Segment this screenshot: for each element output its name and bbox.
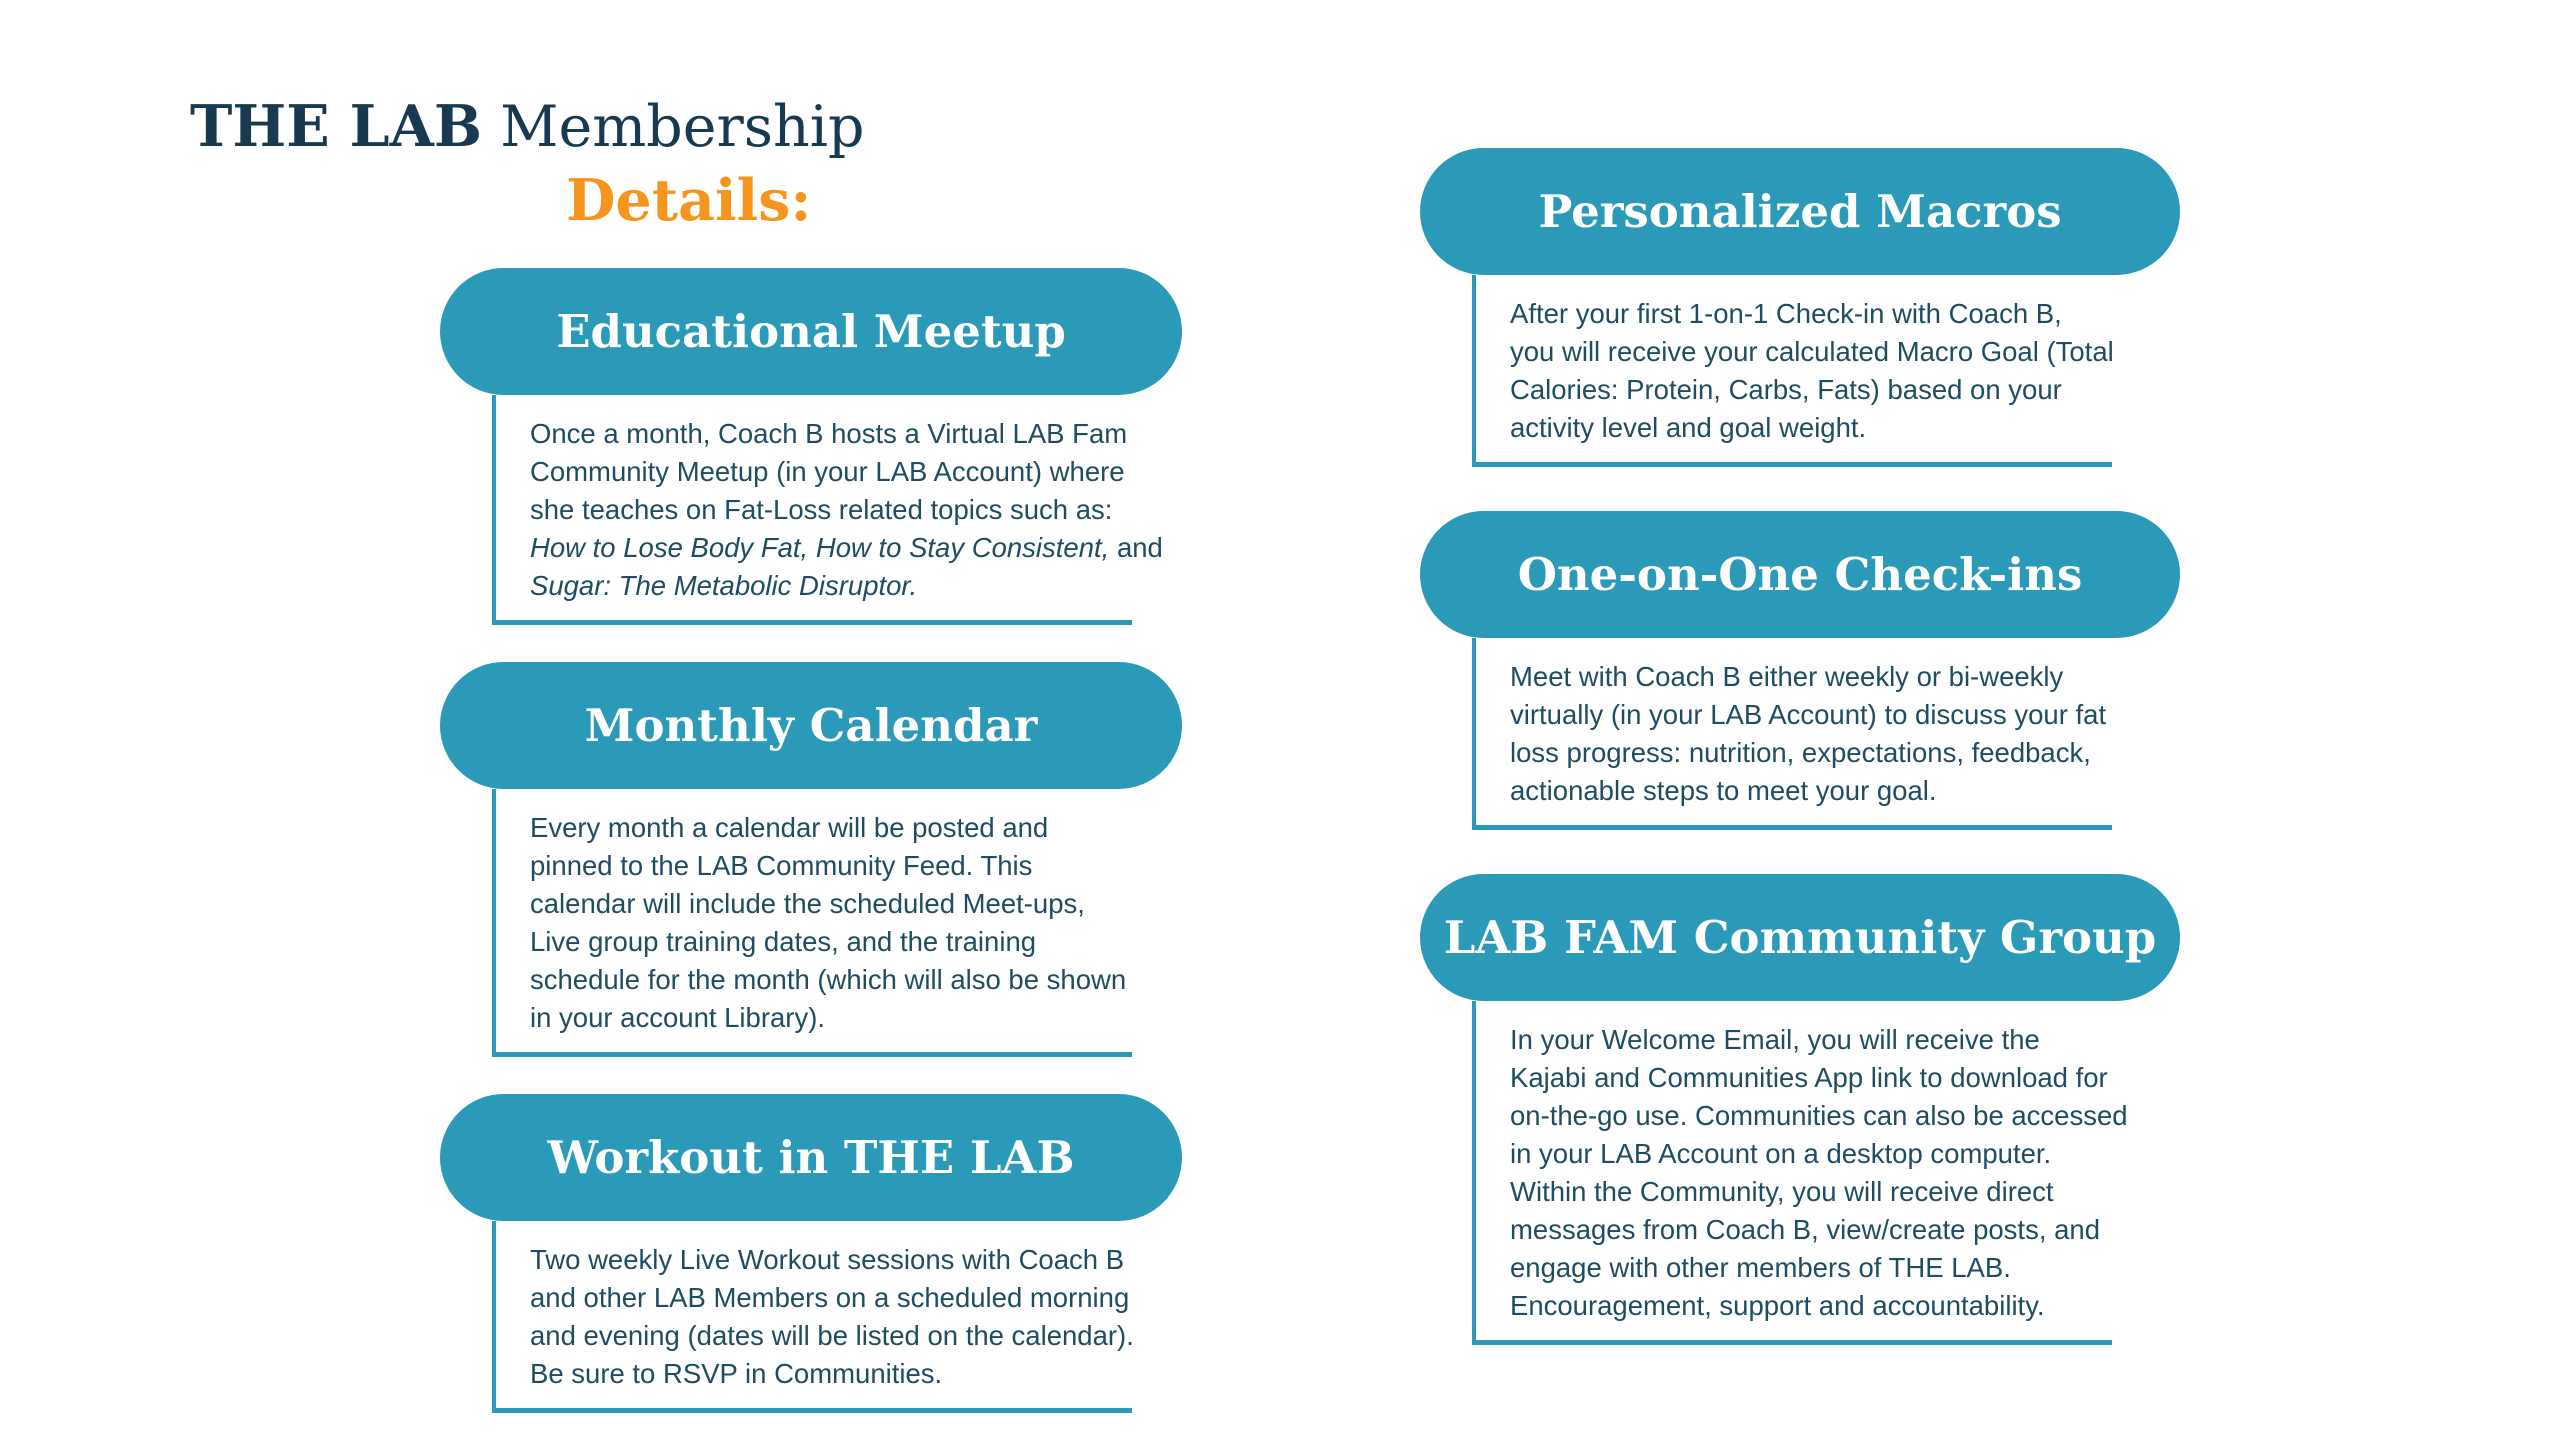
right-column (1420, 148, 2180, 1345)
section-body (1472, 275, 2112, 467)
section-card (440, 1094, 1182, 1413)
section-body-line: you will receive your calculated Macro Goal (Total (1510, 336, 2114, 367)
section-card (1420, 511, 2180, 830)
section-body-line: Meet with Coach B either weekly or bi-weekly (1510, 661, 2064, 692)
section-card (440, 268, 1182, 625)
left-column (440, 268, 1182, 1413)
section-body-line: Once a month, Coach B hosts a Virtual LAB Fam (530, 418, 1128, 449)
section-body-line: Live group training dates, and the training (530, 926, 1037, 957)
section-body-line: Within the Community, you will receive direct (1510, 1176, 2054, 1207)
section-body-line: Be sure to RSVP in Communities. (530, 1358, 943, 1389)
section-heading-pill: Workout in THE LAB (440, 1094, 1182, 1221)
section-body-line: in your LAB Account on a desktop computer. (1510, 1138, 2052, 1169)
section-body-line: Sugar: The Metabolic Disruptor. (530, 570, 918, 601)
section-body-line: Calories: Protein, Carbs, Fats) based on your (1510, 374, 2062, 405)
section-body (1472, 638, 2112, 830)
section-body (1472, 1001, 2128, 1345)
section-heading-pill: Monthly Calendar (440, 662, 1182, 789)
section-heading-pill: Educational Meetup (440, 268, 1182, 395)
section-body-line: she teaches on Fat-Loss related topics such as: (530, 494, 1113, 525)
page-title (190, 92, 864, 162)
section-card (440, 662, 1182, 1057)
section-body-line: How to Lose Body Fat, How to Stay Consistent, and (530, 532, 1163, 563)
section-heading-pill: Personalized Macros (1420, 148, 2180, 275)
section-body-line: In your Welcome Email, you will receive the (1510, 1024, 2040, 1055)
section-body-line: loss progress: nutrition, expectations, feedback, (1510, 737, 2091, 768)
section-body-line: virtually (in your LAB Account) to discuss your fat (1510, 699, 2107, 730)
section-heading-pill: LAB FAM Community Group (1420, 874, 2180, 1001)
section-body (492, 789, 1132, 1057)
section-card (1420, 148, 2180, 467)
section-body-line: schedule for the month (which will also be shown (530, 964, 1127, 995)
section-card (1420, 874, 2180, 1345)
section-body-line: actionable steps to meet your goal. (1510, 775, 1937, 806)
section-body-line: activity level and goal weight. (1510, 412, 1867, 443)
page-title-rest: Membership (482, 94, 865, 160)
section-body-line: and evening (dates will be listed on the calendar). (530, 1320, 1134, 1351)
section-body-line: on-the-go use. Communities can also be accessed (1510, 1100, 2128, 1131)
section-body-line: pinned to the LAB Community Feed. This (530, 850, 1033, 881)
section-body-line: calendar will include the scheduled Meet-ups, (530, 888, 1085, 919)
section-body-line: Two weekly Live Workout sessions with Coach B (530, 1244, 1125, 1275)
section-body-line: in your account Library). (530, 1002, 825, 1033)
section-body-line: messages from Coach B, view/create posts, and (1510, 1214, 2100, 1245)
section-body-line: engage with other members of THE LAB. (1510, 1252, 2011, 1283)
page-subtitle: Details: (566, 167, 812, 234)
page-title-brand: THE LAB (190, 93, 483, 160)
section-body-line: Every month a calendar will be posted and (530, 812, 1049, 843)
section-body-line: and other LAB Members on a scheduled morning (530, 1282, 1130, 1313)
section-body (492, 395, 1163, 625)
section-body-line: After your first 1-on-1 Check-in with Coach B, (1510, 298, 2062, 329)
section-body (492, 1221, 1132, 1413)
section-body-line: Community Meetup (in your LAB Account) where (530, 456, 1125, 487)
section-heading-pill: One-on-One Check-ins (1420, 511, 2180, 638)
section-body-line: Kajabi and Communities App link to download for (1510, 1062, 2108, 1093)
section-body-line: Encouragement, support and accountability. (1510, 1290, 2045, 1321)
